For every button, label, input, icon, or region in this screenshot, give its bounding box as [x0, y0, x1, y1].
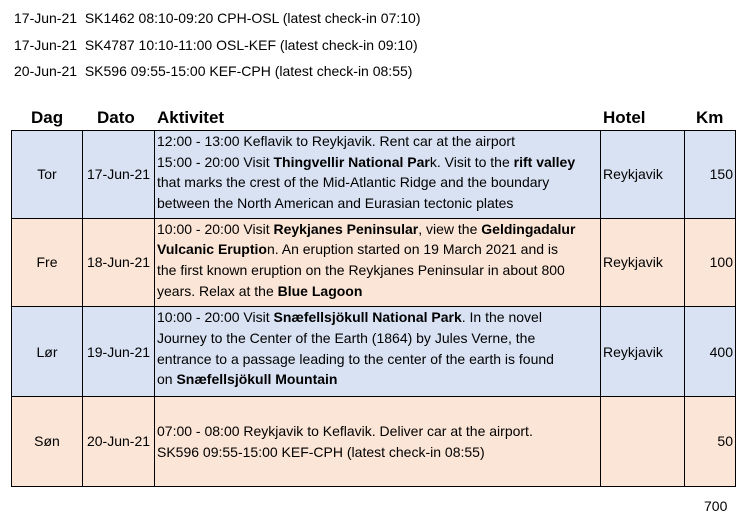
activity-line — [157, 369, 598, 390]
activity-line — [157, 219, 598, 240]
header-hotel: Hotel — [603, 108, 646, 127]
activity-text: entrance to a passage leading to the center of the earth is found — [157, 350, 554, 367]
activity-highlight: Snæfellsjökull National Park — [273, 309, 462, 326]
header-aktivitet: Aktivitet — [157, 108, 225, 127]
activity-cell — [155, 307, 601, 397]
header-km: Km — [696, 108, 724, 127]
flight-line-3: 20-Jun-21 SK596 09:55-15:00 KEF-CPH (latest check-in 08:55) — [14, 63, 413, 79]
itinerary-row — [12, 397, 736, 487]
activity-line — [157, 442, 598, 463]
activity-line — [157, 131, 598, 152]
activity-line — [157, 349, 598, 370]
hotel-cell — [601, 397, 685, 487]
activity-text: SK596 09:55-15:00 KEF-CPH (latest check-in 08:55) — [157, 443, 485, 460]
hotel-cell: Reykjavik — [601, 307, 685, 397]
total-km: 700 — [704, 498, 728, 514]
dag-cell: Lør — [12, 307, 83, 397]
hotel-cell: Reykjavik — [601, 218, 685, 307]
activity-highlight: Thingvellir National Par — [273, 153, 430, 170]
activity-line — [157, 281, 598, 302]
activity-text: the first known eruption on the Reykjanes Peninsular in about 800 — [157, 261, 565, 278]
activity-highlight: Reykjanes Peninsular — [273, 220, 419, 237]
activity-cell — [155, 397, 601, 487]
activity-cell — [155, 218, 601, 307]
hotel-cell: Reykjavik — [601, 131, 685, 219]
header-dag: Dag — [31, 108, 64, 127]
activity-highlight: Vulcanic Eruptio — [157, 241, 267, 258]
km-cell: 150 — [685, 131, 736, 219]
activity-line — [157, 172, 598, 193]
activity-text: 10:00 - 20:00 Visit — [157, 309, 274, 326]
activity-highlight: Geldingadalur — [481, 220, 576, 237]
dato-cell: 17-Jun-21 — [83, 131, 155, 219]
activity-highlight: Snæfellsjökull Mountain — [176, 371, 338, 388]
dato-cell: 20-Jun-21 — [83, 397, 155, 487]
activity-line — [157, 421, 598, 442]
activity-text: 07:00 - 08:00 Reykjavik to Keflavik. Deliver car at the airport. — [157, 423, 533, 440]
dag-cell: Søn — [12, 397, 83, 487]
activity-text: , view the — [418, 220, 482, 237]
activity-text: on — [157, 371, 177, 388]
activity-text: 15:00 - 20:00 Visit — [157, 153, 274, 170]
activity-text: . In the novel — [461, 309, 542, 326]
activity-text: between the North American and Eurasian tectonic plates — [157, 194, 514, 211]
activity-text: n. An eruption started on 19 March 2021 and is — [266, 241, 559, 258]
itinerary-table — [11, 130, 736, 487]
km-cell: 50 — [685, 397, 736, 487]
itinerary-row — [12, 218, 736, 307]
itinerary-row — [12, 131, 736, 219]
activity-text: that marks the crest of the Mid-Atlantic Ridge and the boundary — [157, 174, 550, 191]
activity-line — [157, 193, 598, 214]
activity-cell — [155, 131, 601, 219]
activity-highlight: rift valley — [513, 153, 576, 170]
activity-text: 12:00 - 13:00 Keflavik to Reykjavik. Rent car at the airport — [157, 133, 515, 149]
km-cell: 100 — [685, 218, 736, 307]
dag-cell: Tor — [12, 131, 83, 219]
dag-cell: Fre — [12, 218, 83, 307]
header-dato: Dato — [97, 108, 135, 127]
activity-text: years. Relax at the — [157, 282, 278, 299]
flight-line-1: 17-Jun-21 SK1462 08:10-09:20 CPH-OSL (latest check-in 07:10) — [14, 10, 421, 26]
activity-line — [157, 239, 598, 260]
itinerary-row — [12, 307, 736, 397]
activity-line — [157, 260, 598, 281]
activity-line — [157, 307, 598, 328]
dato-cell: 18-Jun-21 — [83, 218, 155, 307]
flight-line-2: 17-Jun-21 SK4787 10:10-11:00 OSL-KEF (latest check-in 09:10) — [14, 37, 418, 53]
dato-cell: 19-Jun-21 — [83, 307, 155, 397]
activity-text: 10:00 - 20:00 Visit — [157, 220, 274, 237]
activity-text: k. Visit to the — [429, 153, 514, 170]
activity-line — [157, 152, 598, 173]
activity-line — [157, 328, 598, 349]
km-cell: 400 — [685, 307, 736, 397]
activity-text: Journey to the Center of the Earth (1864) by Jules Verne, the — [157, 330, 536, 347]
activity-highlight: Blue Lagoon — [277, 282, 363, 299]
